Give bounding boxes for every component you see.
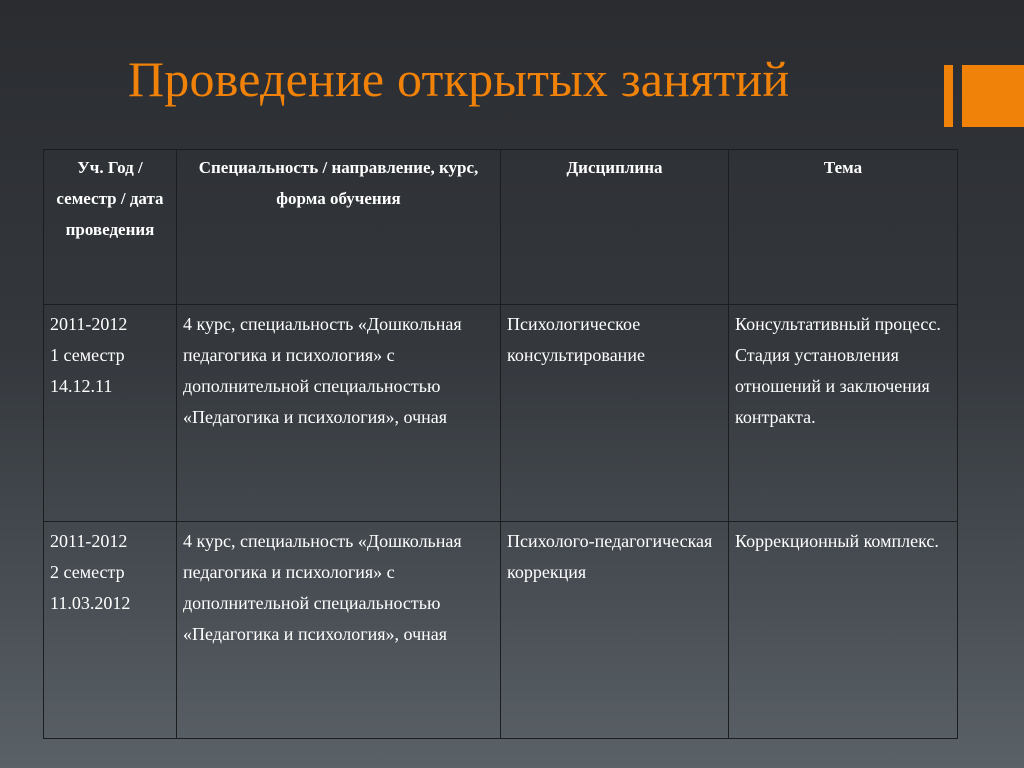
table-row [44, 305, 958, 522]
open-classes-table [43, 149, 958, 739]
slide-title: Проведение открытых занятий [128, 51, 790, 107]
cell-topic: Коррекционный комплекс. [729, 522, 958, 739]
header-period: Уч. Год / семестр / дата проведения [44, 150, 177, 305]
cell-discipline: Психолого-педагогическая коррекция [501, 522, 729, 739]
cell-specialty: 4 курс, специальность «Дошкольная педагогика и психология» с дополнительной специальностью «Педагогика и психология», очная [177, 305, 501, 522]
cell-discipline: Психологическое консультирование [501, 305, 729, 522]
cell-specialty: 4 курс, специальность «Дошкольная педагогика и психология» с дополнительной специальностью «Педагогика и психология», очная [177, 522, 501, 739]
header-specialty: Специальность / направление, курс, форма обучения [177, 150, 501, 305]
cell-period: 2011-2012 2 семестр 11.03.2012 [44, 522, 177, 739]
cell-topic: Консультативный процесс. Стадия установления отношений и заключения контракта. [729, 305, 958, 522]
accent-bar-wide [962, 65, 1024, 127]
cell-period: 2011-2012 1 семестр 14.12.11 [44, 305, 177, 522]
table-row [44, 522, 958, 739]
accent-bar-thin [944, 65, 953, 127]
header-discipline: Дисциплина [501, 150, 729, 305]
table-header-row [44, 150, 958, 305]
header-topic: Тема [729, 150, 958, 305]
